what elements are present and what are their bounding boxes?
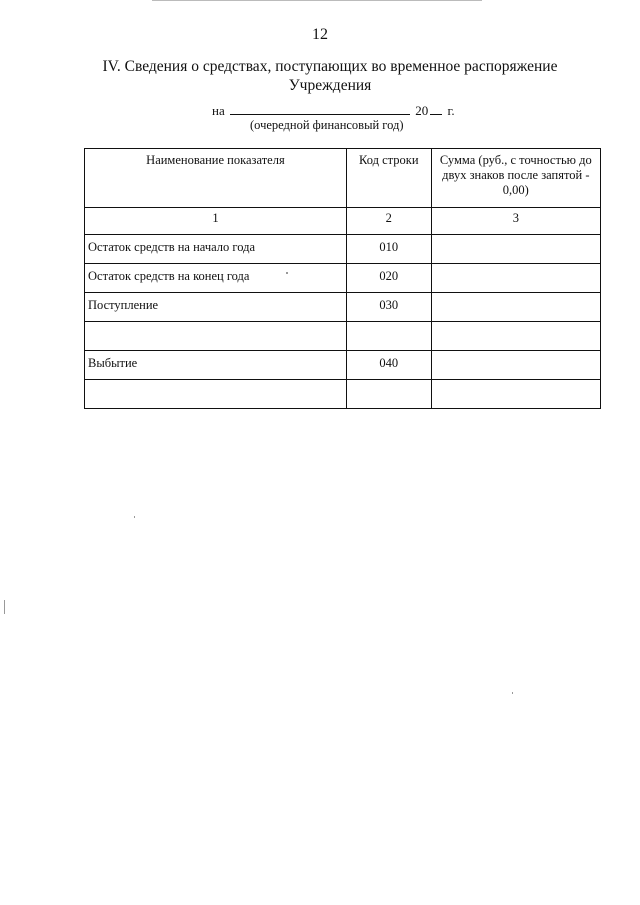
page-number: 12 (312, 26, 328, 43)
date-line (212, 103, 455, 119)
column-number: 2 (346, 208, 431, 235)
funds-table (84, 148, 601, 409)
scan-speck (134, 516, 135, 518)
row-name: Остаток средств на конец года (85, 264, 347, 293)
header-indicator-name: Наименование показателя (85, 149, 347, 208)
row-sum-cell[interactable] (431, 293, 600, 322)
row-name: Выбытие (85, 351, 347, 380)
row-code[interactable] (346, 322, 431, 351)
section-title (60, 57, 600, 95)
row-code: 040 (346, 351, 431, 380)
row-code: 010 (346, 235, 431, 264)
section-title-line-2: Учреждения (288, 77, 372, 94)
date-caption: (очередной финансовый год) (250, 118, 404, 132)
top-border-line (152, 0, 482, 1)
year-blank-field (430, 103, 442, 115)
scan-speck (512, 692, 513, 694)
row-name: Поступление (85, 293, 347, 322)
table-row (85, 264, 601, 293)
row-sum-cell[interactable] (431, 322, 600, 351)
table-row (85, 380, 601, 409)
table-row (85, 351, 601, 380)
row-code: 020 (346, 264, 431, 293)
table-row (85, 293, 601, 322)
section-title-line-1: IV. Сведения о средствах, поступающих во временное распоряжение (102, 58, 558, 75)
row-name[interactable] (85, 322, 347, 351)
column-number-row (85, 208, 601, 235)
table-header-row (85, 149, 601, 208)
row-sum-cell[interactable] (431, 264, 600, 293)
header-line-code: Код строки (346, 149, 431, 208)
scan-speck (286, 272, 288, 274)
row-name: Остаток средств на начало года (85, 235, 347, 264)
row-sum-cell[interactable] (431, 235, 600, 264)
row-code: 030 (346, 293, 431, 322)
table-row (85, 322, 601, 351)
row-sum-cell[interactable] (431, 380, 600, 409)
row-name[interactable] (85, 380, 347, 409)
date-prefix: на (212, 103, 225, 118)
row-code[interactable] (346, 380, 431, 409)
date-suffix: г. (447, 103, 455, 118)
date-blank-field (230, 103, 410, 115)
scan-speck (4, 600, 5, 614)
header-sum: Сумма (руб., с точностью до двух знаков после запятой - 0,00) (431, 149, 600, 208)
table-row (85, 235, 601, 264)
year-prefix: 20 (415, 103, 429, 118)
column-number: 3 (431, 208, 600, 235)
column-number: 1 (85, 208, 347, 235)
row-sum-cell[interactable] (431, 351, 600, 380)
